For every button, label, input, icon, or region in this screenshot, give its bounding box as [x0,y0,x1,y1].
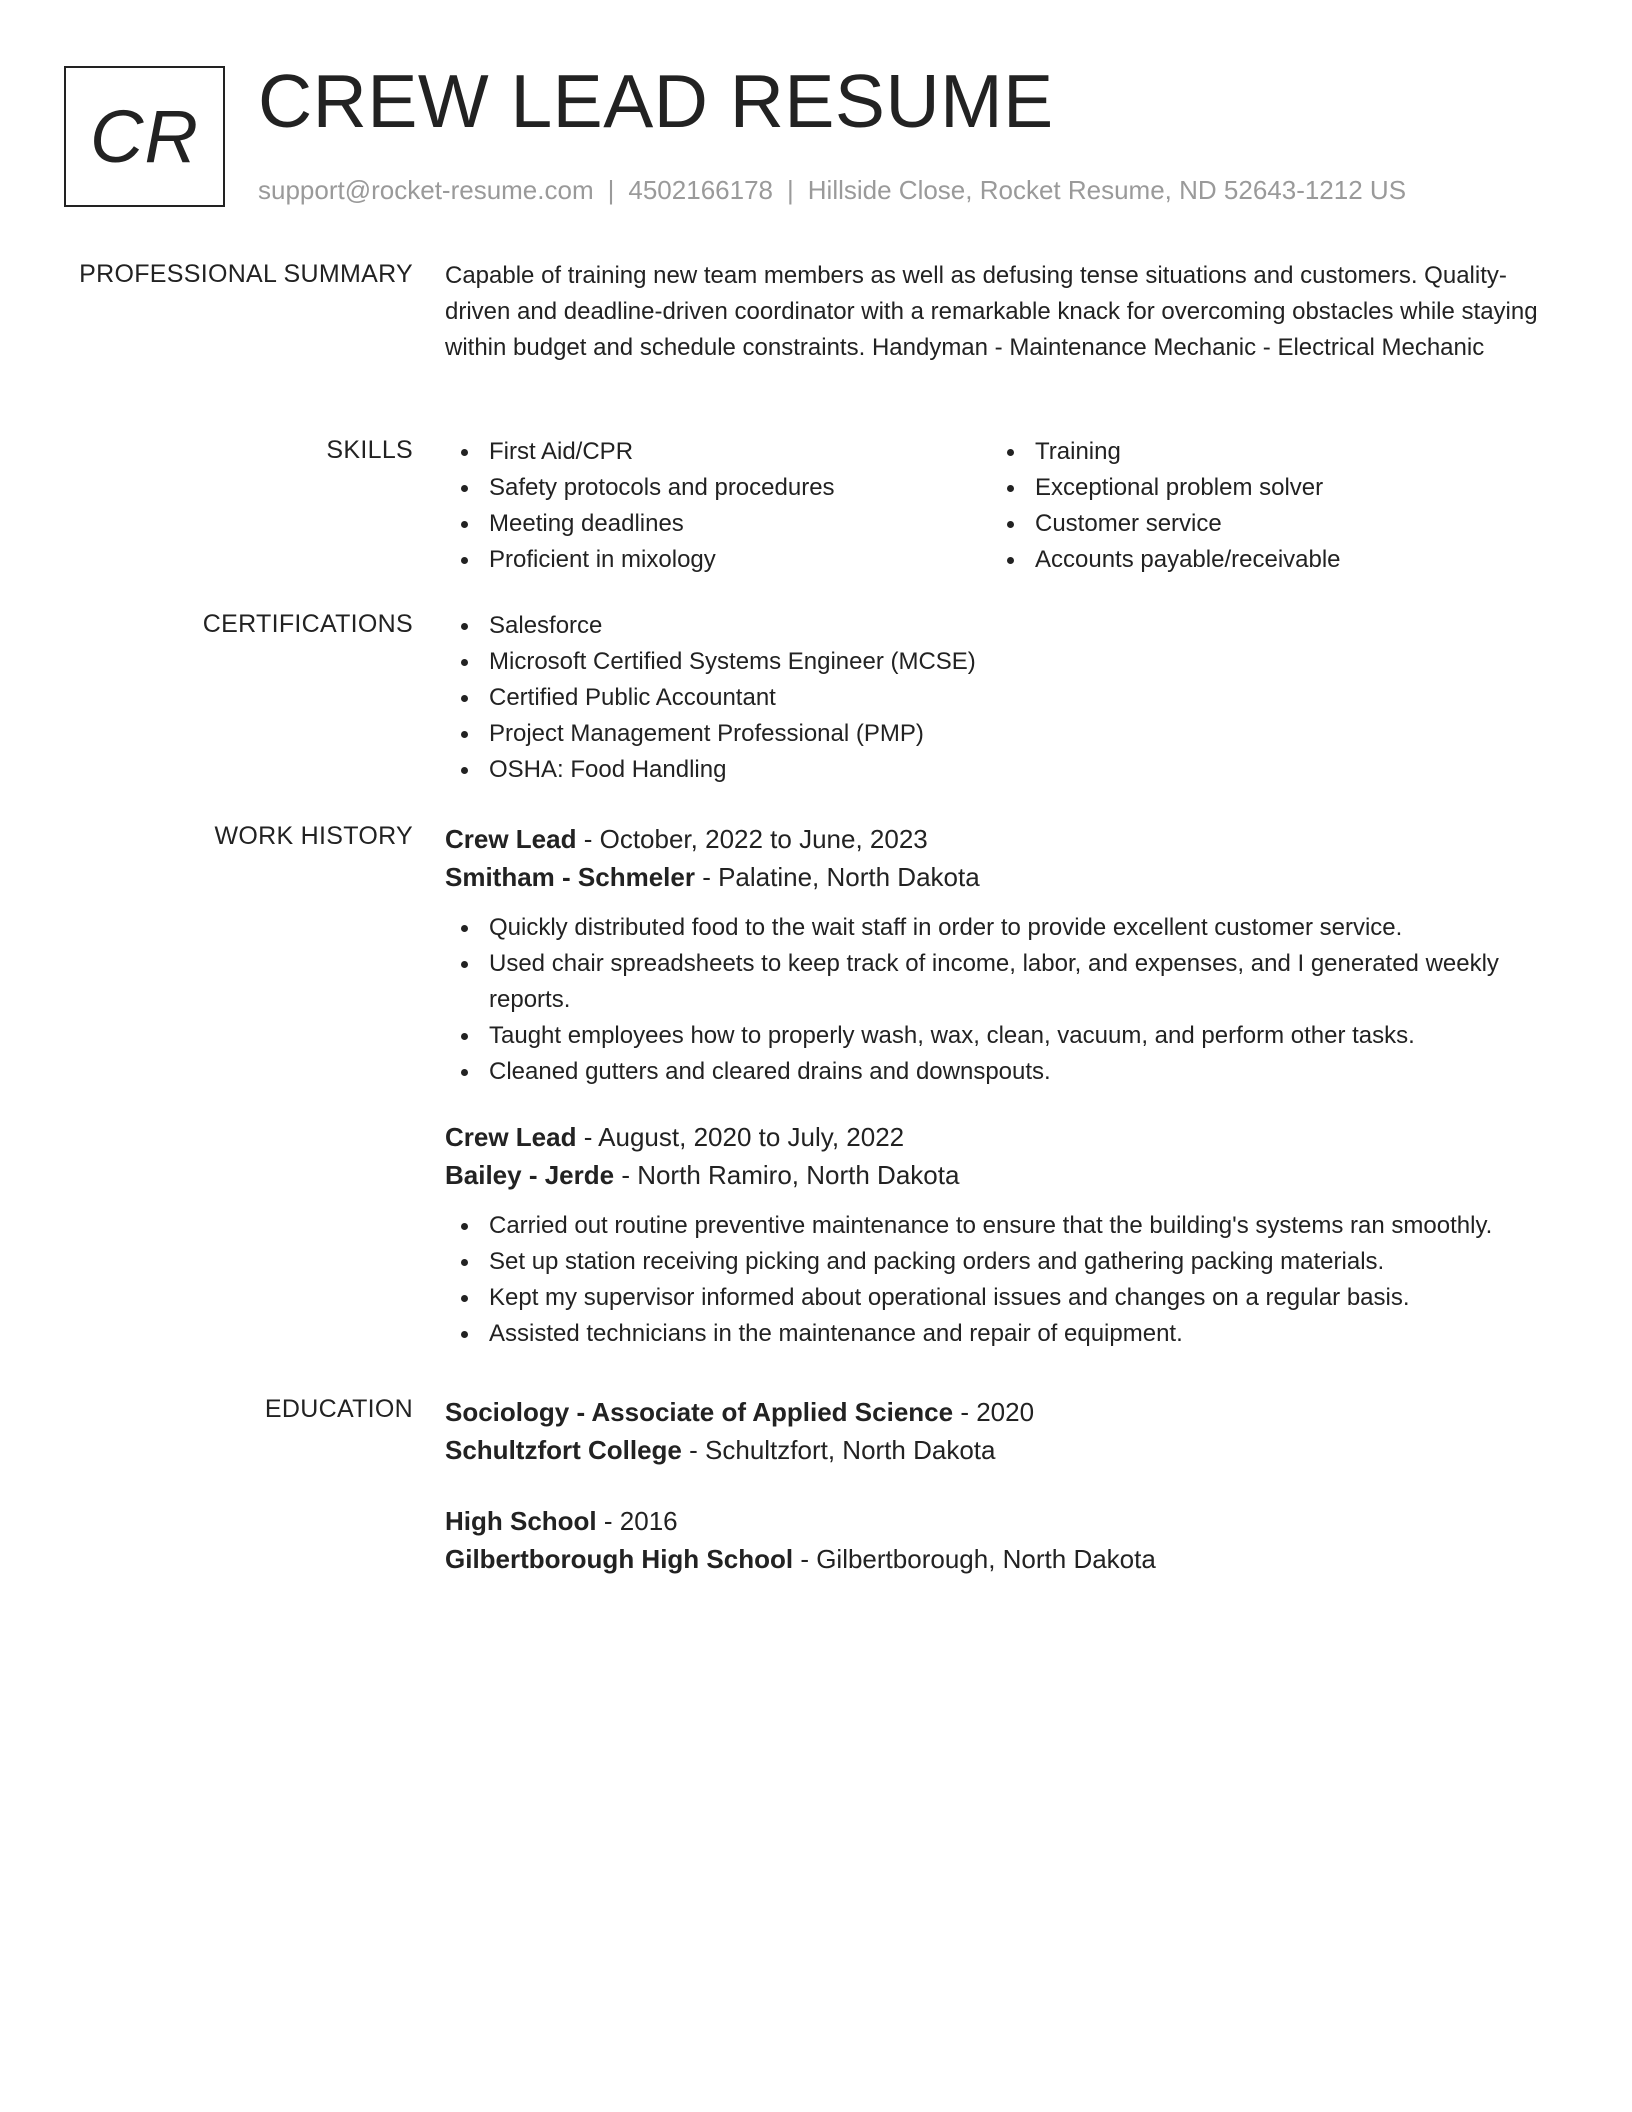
education-degree: High School [445,1506,597,1536]
certifications-body [445,608,1565,788]
certifications-list [445,608,1565,788]
skill-item: Exceptional problem solver [991,470,1537,506]
job-title-line [445,820,1565,858]
skills-grid [445,434,1565,578]
education-entry [445,1393,1565,1469]
education-body [445,1393,1565,1578]
job-title: Crew Lead [445,1122,577,1152]
job-entry [445,820,1565,1090]
contact-line [258,174,1406,206]
job-bullets [445,1208,1565,1352]
resume-title: CREW LEAD RESUME [258,59,1054,143]
skill-item: Proficient in mixology [445,542,991,578]
education-location: - Gilbertborough, North Dakota [793,1544,1156,1574]
skills-column-1 [445,434,991,578]
education-degree-line [445,1393,1565,1431]
section-label-summary: PROFESSIONAL SUMMARY [79,260,413,288]
skills-body [445,434,1565,578]
job-bullet: Kept my supervisor informed about operational issues and changes on a regular basis. [445,1280,1565,1316]
monogram-badge: CR [64,66,225,207]
education-year: - 2020 [953,1397,1035,1427]
education-school-line [445,1540,1565,1578]
job-company: Smitham - Schmeler [445,862,695,892]
certification-item: Certified Public Accountant [445,680,1565,716]
job-bullet: Quickly distributed food to the wait staff in order to provide excellent customer service. [445,910,1565,946]
contact-separator: | [787,175,794,205]
section-label-skills: SKILLS [326,436,413,464]
job-company: Bailey - Jerde [445,1160,615,1190]
skill-item: Meeting deadlines [445,506,991,542]
contact-address: Hillside Close, Rocket Resume, ND 52643-1212 US [807,175,1407,205]
skill-item: Training [991,434,1537,470]
certification-item: Microsoft Certified Systems Engineer (MCSE) [445,644,1565,680]
education-school: Schultzfort College [445,1435,682,1465]
section-label-education: EDUCATION [264,1395,413,1423]
job-location: - North Ramiro, North Dakota [614,1160,960,1190]
job-bullets [445,910,1565,1090]
education-school: Gilbertborough High School [445,1544,794,1574]
job-bullet: Cleaned gutters and cleared drains and downspouts. [445,1054,1565,1090]
summary-text: Capable of training new team members as well as defusing tense situations and customers. Quality-driven and deadline-driven coordinator with a remarkable knack for overcoming obstacles while staying within budget and schedule constraints. Handyman - Maintenance Mechanic - Electrical Mechanic [445,262,1538,361]
job-bullet: Set up station receiving picking and packing orders and gathering packing materials. [445,1244,1565,1280]
education-entry [445,1502,1565,1578]
contact-email: support@rocket-resume.com [258,175,594,205]
job-bullet: Used chair spreadsheets to keep track of income, labor, and expenses, and I generated weekly reports. [445,946,1565,1018]
job-title-line [445,1118,1565,1156]
skill-item: Safety protocols and procedures [445,470,991,506]
work-history-body [445,820,1565,1352]
education-year: - 2016 [596,1506,678,1536]
skill-item: Customer service [991,506,1537,542]
education-school-line [445,1431,1565,1469]
certification-item: Project Management Professional (PMP) [445,716,1565,752]
education-degree-line [445,1502,1565,1540]
skill-item: First Aid/CPR [445,434,991,470]
summary-body [445,258,1555,366]
job-dates: - August, 2020 to July, 2022 [576,1122,905,1152]
section-label-work-history: WORK HISTORY [214,822,413,850]
job-location: - Palatine, North Dakota [694,862,980,892]
job-dates: - October, 2022 to June, 2023 [576,824,928,854]
job-bullet: Taught employees how to properly wash, wax, clean, vacuum, and perform other tasks. [445,1018,1565,1054]
skill-item: Accounts payable/receivable [991,542,1537,578]
job-company-line [445,858,1565,896]
job-entry [445,1118,1565,1352]
job-bullet: Assisted technicians in the maintenance and repair of equipment. [445,1316,1565,1352]
contact-separator: | [607,175,615,205]
contact-phone: 4502166178 [628,175,773,205]
job-company-line [445,1156,1565,1194]
education-location: - Schultzfort, North Dakota [681,1435,996,1465]
job-bullet: Carried out routine preventive maintenance to ensure that the building's systems ran smoothly. [445,1208,1565,1244]
job-title: Crew Lead [445,824,577,854]
certification-item: Salesforce [445,608,1565,644]
skills-column-2 [991,434,1537,578]
education-degree: Sociology - Associate of Applied Science [445,1397,954,1427]
section-label-certifications: CERTIFICATIONS [202,610,413,638]
certification-item: OSHA: Food Handling [445,752,1565,788]
